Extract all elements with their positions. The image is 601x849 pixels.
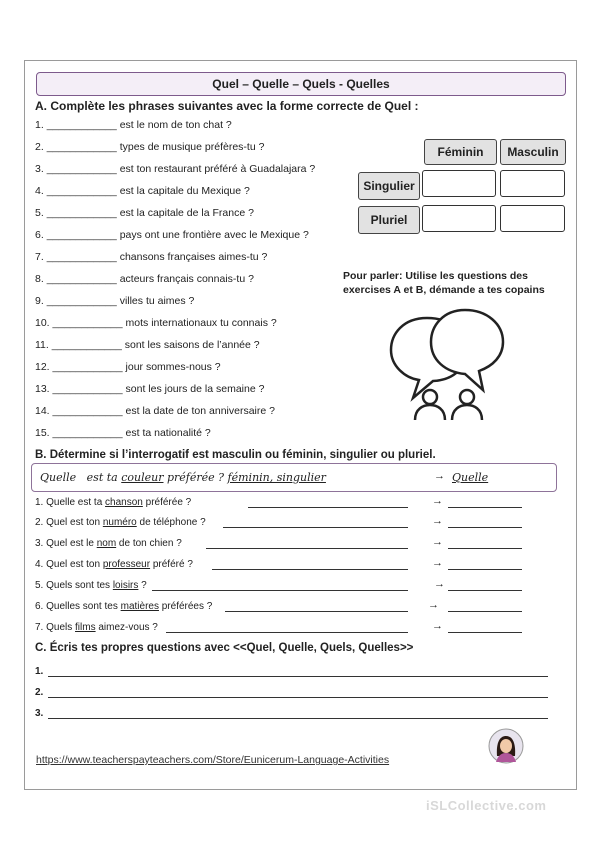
item-number: 7.: [35, 251, 44, 263]
answer-blank[interactable]: ____________: [52, 383, 123, 395]
form-answer-line[interactable]: [448, 507, 522, 508]
question-row-number: 1.: [35, 666, 44, 677]
gender-answer-line[interactable]: [206, 548, 408, 549]
item-number: 14.: [35, 405, 50, 417]
arrow-icon: →: [432, 515, 443, 527]
section-a-item: [35, 185, 250, 197]
answer-blank[interactable]: ____________: [46, 185, 117, 197]
section-a-item: [35, 405, 275, 417]
item-number: 15.: [35, 427, 50, 439]
answer-blank[interactable]: ____________: [46, 251, 117, 263]
item-text: est la capitale de la France ?: [119, 207, 254, 219]
section-a-item: [35, 163, 315, 175]
arrow-icon: →: [432, 495, 443, 507]
item-text: chansons françaises aimes-tu ?: [119, 251, 268, 263]
item-text: pays ont une frontière avec le Mexique ?: [119, 229, 309, 241]
item-prefix: 1. Quelle est ta: [35, 497, 106, 508]
section-a-item: [35, 119, 232, 131]
item-number: 10.: [35, 317, 50, 329]
section-a-item: [35, 251, 267, 263]
item-prefix: 4. Quel est ton: [35, 559, 103, 570]
item-prefix: 7. Quels: [35, 622, 76, 633]
item-text: est ta nationalité ?: [125, 427, 211, 439]
section-a-item: [35, 383, 264, 395]
item-noun: loisirs: [112, 580, 139, 591]
item-text: types de musique préfères-tu ?: [119, 141, 265, 153]
watermark: iSLCollective.com: [426, 798, 547, 813]
question-row-number: 3.: [35, 708, 44, 719]
example-arrow: →: [434, 470, 445, 482]
feminin-header: Féminin: [424, 139, 497, 165]
item-number: 8.: [35, 273, 44, 285]
question-answer-line[interactable]: [48, 676, 548, 677]
item-text: est ton restaurant préféré à Guadalajara ?: [119, 163, 316, 175]
section-a-item: [35, 295, 194, 307]
item-suffix: aimez-vous ?: [95, 622, 158, 633]
section-a-item: [35, 361, 221, 373]
item-prefix: 5. Quels sont tes: [35, 580, 113, 591]
item-suffix: de téléphone ?: [136, 517, 206, 528]
item-number: 11.: [35, 339, 49, 351]
question-answer-line[interactable]: [48, 718, 548, 719]
item-text: sont les saisons de l’année ?: [124, 339, 260, 351]
answer-blank[interactable]: ____________: [51, 339, 122, 351]
cell-feminin-pluriel[interactable]: [422, 205, 496, 232]
item-suffix: préférées ?: [158, 601, 213, 612]
arrow-icon: →: [432, 557, 443, 569]
question-row-number: 2.: [35, 687, 44, 698]
item-text: sont les jours de la semaine ?: [125, 383, 265, 395]
section-b-item: [35, 559, 193, 570]
item-text: est la date de ton anniversaire ?: [125, 405, 275, 417]
gender-answer-line[interactable]: [223, 527, 408, 528]
item-text: jour sommes-nous ?: [125, 361, 221, 373]
item-number: 13.: [35, 383, 50, 395]
section-c-heading: C. Écris tes propres questions avec <<Quel, Quelle, Quels, Quelles>>: [35, 642, 414, 654]
item-text: villes tu aimes ?: [119, 295, 195, 307]
section-b-item: [35, 497, 191, 508]
store-link[interactable]: https://www.teacherspayteachers.com/Store/Eunicerum-Language-Activities: [36, 754, 390, 766]
answer-blank[interactable]: ____________: [46, 119, 117, 131]
gender-answer-line[interactable]: [166, 632, 408, 633]
item-number: 1.: [35, 119, 44, 131]
item-number: 4.: [35, 185, 44, 197]
form-answer-line[interactable]: [448, 569, 522, 570]
teacher-avatar-icon: [488, 728, 524, 764]
form-answer-line[interactable]: [448, 590, 522, 591]
gender-answer-line[interactable]: [152, 590, 408, 591]
item-suffix: ?: [138, 580, 147, 591]
item-text: est le nom de ton chat ?: [119, 119, 232, 131]
item-noun: chanson: [105, 497, 143, 508]
arrow-icon: →: [428, 599, 439, 611]
pluriel-header: Pluriel: [358, 206, 420, 234]
answer-blank[interactable]: ____________: [46, 207, 117, 219]
answer-blank[interactable]: ____________: [52, 317, 123, 329]
example-preferee: préférée ?: [166, 471, 225, 484]
question-answer-line[interactable]: [48, 697, 548, 698]
answer-blank[interactable]: ____________: [52, 405, 123, 417]
example-quelle: Quelle: [40, 471, 77, 484]
form-answer-line[interactable]: [448, 611, 522, 612]
item-number: 6.: [35, 229, 44, 241]
section-b-item: [35, 517, 206, 528]
section-b-item: [35, 601, 212, 612]
answer-blank[interactable]: ____________: [46, 163, 117, 175]
item-number: 5.: [35, 207, 44, 219]
form-answer-line[interactable]: [448, 548, 522, 549]
item-noun: numéro: [102, 517, 137, 528]
example-couleur: couleur: [121, 471, 164, 484]
item-number: 2.: [35, 141, 44, 153]
item-text: mots internationaux tu connais ?: [125, 317, 277, 329]
item-noun: nom: [96, 538, 117, 549]
item-number: 3.: [35, 163, 44, 175]
answer-blank[interactable]: ____________: [46, 229, 117, 241]
section-a-item: [35, 317, 277, 329]
example-est-ta: est ta: [86, 471, 118, 484]
answer-blank[interactable]: ____________: [46, 295, 117, 307]
item-noun: matières: [120, 601, 159, 612]
section-a-item: [35, 141, 264, 153]
item-text: acteurs français connais-tu ?: [119, 273, 254, 285]
arrow-icon: →: [432, 536, 443, 548]
item-suffix: de ton chien ?: [116, 538, 182, 549]
section-a-item: [35, 427, 211, 439]
item-prefix: 2. Quel est ton: [35, 517, 103, 528]
cell-masculin-pluriel[interactable]: [500, 205, 565, 232]
item-suffix: préférée ?: [142, 497, 192, 508]
form-answer-line[interactable]: [448, 632, 522, 633]
example-sentence: [40, 471, 326, 484]
item-number: 12.: [35, 361, 50, 373]
answer-blank[interactable]: ____________: [46, 141, 117, 153]
section-a-item: [35, 273, 254, 285]
item-suffix: préféré ?: [150, 559, 193, 570]
arrow-icon: →: [434, 578, 445, 590]
form-answer-line[interactable]: [448, 527, 522, 528]
masculin-header: Masculin: [500, 139, 566, 165]
item-text: est la capitale du Mexique ?: [119, 185, 250, 197]
gender-answer-line[interactable]: [225, 611, 408, 612]
example-answer: féminin, singulier: [227, 471, 326, 484]
answer-blank[interactable]: ____________: [52, 361, 123, 373]
section-a-item: [35, 229, 309, 241]
item-prefix: 3. Quel est le: [35, 538, 97, 549]
worksheet-title: Quel – Quelle – Quels - Quelles: [36, 72, 566, 96]
section-a-heading: A. Complète les phrases suivantes avec la forme correcte de Quel :: [35, 99, 419, 113]
item-number: 9.: [35, 295, 44, 307]
item-prefix: 6. Quelles sont tes: [35, 601, 121, 612]
arrow-icon: →: [432, 620, 443, 632]
pour-parler-note: Pour parler: Utilise les questions des exercises A et B, démande a tes copains: [343, 270, 545, 296]
cell-masculin-singulier[interactable]: [500, 170, 565, 197]
section-b-item: [35, 580, 147, 591]
section-a-item: [35, 207, 254, 219]
section-a-item: [35, 339, 260, 351]
section-b-heading: B. Détermine si l’interrogatif est masculin ou féminin, singulier ou pluriel.: [35, 449, 436, 461]
example-result: Quelle: [452, 471, 489, 484]
section-b-item: [35, 538, 182, 549]
item-noun: professeur: [102, 559, 151, 570]
answer-blank[interactable]: ____________: [52, 427, 123, 439]
answer-blank[interactable]: ____________: [46, 273, 117, 285]
cell-feminin-singulier[interactable]: [422, 170, 496, 197]
gender-answer-line[interactable]: [212, 569, 408, 570]
section-b-item: [35, 622, 158, 633]
singulier-header: Singulier: [358, 172, 420, 200]
gender-answer-line[interactable]: [248, 507, 408, 508]
conversation-icon: [385, 306, 510, 428]
item-noun: films: [75, 622, 96, 633]
